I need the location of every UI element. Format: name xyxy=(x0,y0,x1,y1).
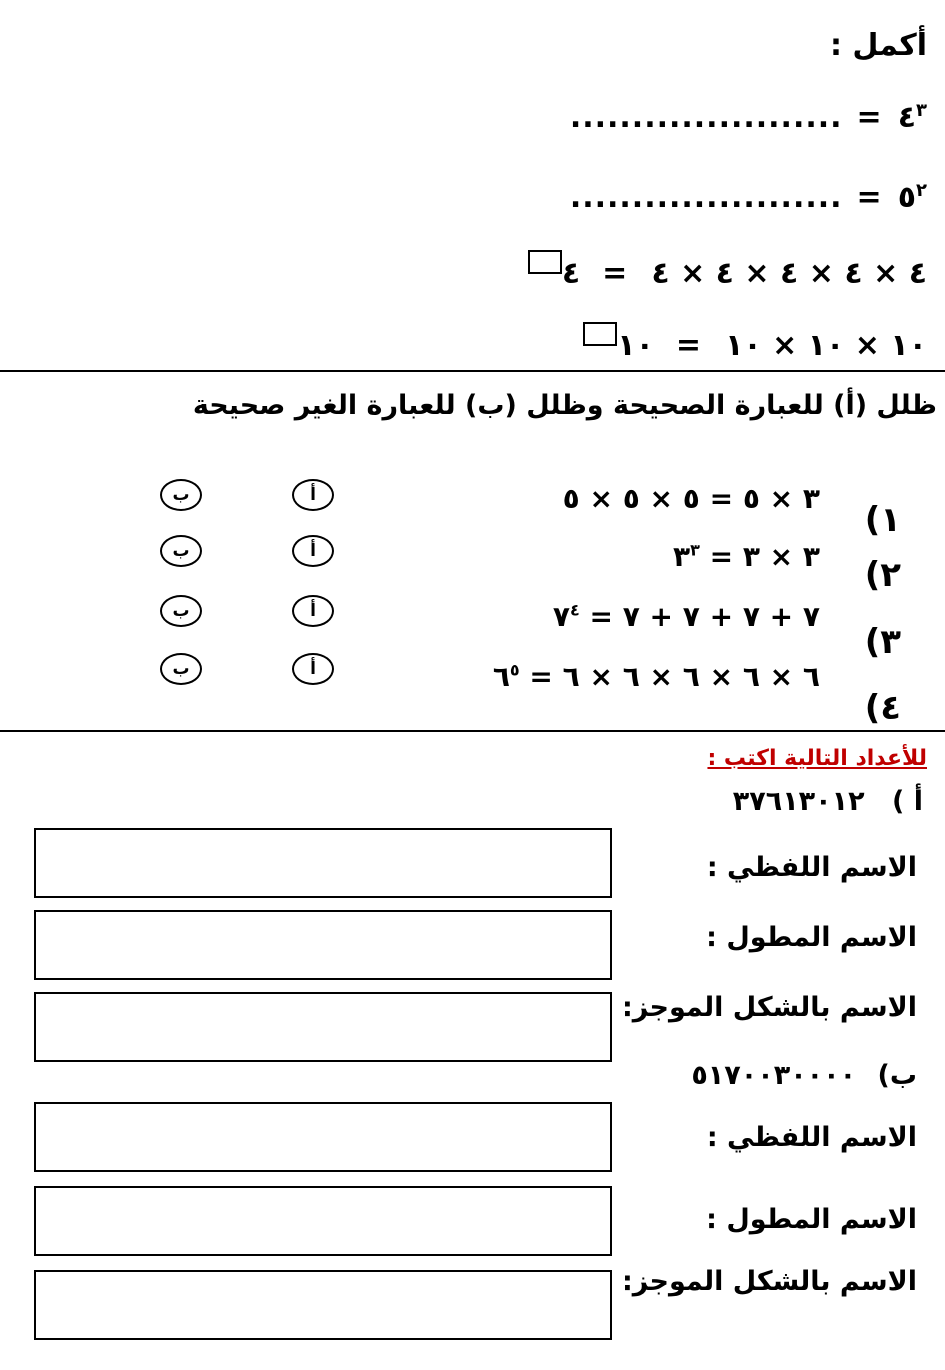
choice-b[interactable]: ب xyxy=(160,595,202,627)
result-base: ١٠ xyxy=(617,327,654,363)
answer-box-short[interactable] xyxy=(34,1270,612,1340)
exponent-answer-box[interactable] xyxy=(583,322,617,346)
product-row-2 xyxy=(583,322,927,368)
product-row-1 xyxy=(528,250,927,296)
choice-a[interactable]: أ xyxy=(292,653,334,685)
section3-title: للأعداد التالية اكتب : xyxy=(707,746,927,771)
answer-box-verbal[interactable] xyxy=(34,828,612,898)
power-base: $٤^٣$ xyxy=(897,100,927,135)
product-expression: ١٠ × ١٠ × ١٠ xyxy=(725,327,927,363)
equals-sign: = xyxy=(675,327,704,363)
statement-number: ١) xyxy=(864,500,901,540)
divider xyxy=(0,730,945,732)
result-base: ٤ xyxy=(561,255,581,291)
statement-text: ٦ × ٦ × ٦ × ٦ × ٦ = $٦^٥$ xyxy=(492,660,820,693)
choice-b[interactable]: ب xyxy=(160,653,202,685)
label-short: الاسم بالشكل الموجز: xyxy=(621,992,917,1023)
part-a-line xyxy=(733,786,923,817)
section1-title: أكمل : xyxy=(829,28,927,63)
part-b-line xyxy=(691,1060,917,1091)
power-row-2 xyxy=(570,180,927,215)
part-a-number: ٣٧٦١٣٠١٢ xyxy=(732,786,865,817)
statement-text: ٣ × ٣ = $٣^٣$ xyxy=(673,540,820,573)
part-a-label: أ ) xyxy=(892,786,923,817)
choice-b[interactable]: ب xyxy=(160,535,202,567)
product-expression: ٤ × ٤ × ٤ × ٤ × ٤ xyxy=(651,255,927,291)
part-b-label: ب) xyxy=(877,1060,917,1091)
label-verbal: الاسم اللفظي : xyxy=(706,1122,917,1153)
statement-text: ٧ + ٧ + ٧ + ٧ = $٧^٤$ xyxy=(552,600,820,633)
power-row-1 xyxy=(570,100,927,135)
answer-box-verbal[interactable] xyxy=(34,1102,612,1172)
answer-box-expanded[interactable] xyxy=(34,910,612,980)
label-expanded: الاسم المطول : xyxy=(706,1204,917,1235)
section2-title: ظلل (أ) للعبارة الصحيحة وظلل (ب) للعبارة الغير صحيحة xyxy=(192,390,937,421)
choice-b[interactable]: ب xyxy=(160,479,202,511)
statement-text: ٣ × ٥ = ٥ × ٥ × ٥ xyxy=(562,482,820,515)
answer-blank[interactable]: ...................... xyxy=(569,180,843,215)
answer-blank[interactable]: ...................... xyxy=(569,100,843,135)
equals-sign: = xyxy=(856,180,884,215)
choice-a[interactable]: أ xyxy=(292,479,334,511)
label-verbal: الاسم اللفظي : xyxy=(706,852,917,883)
choice-a[interactable]: أ xyxy=(292,595,334,627)
exponent-answer-box[interactable] xyxy=(528,250,562,274)
power-base: $٥^٢$ xyxy=(897,180,927,215)
statement-number: ٢) xyxy=(864,555,901,595)
choice-a[interactable]: أ xyxy=(292,535,334,567)
equals-sign: = xyxy=(856,100,884,135)
statement-number: ٤) xyxy=(864,688,901,728)
label-expanded: الاسم المطول : xyxy=(706,922,917,953)
statement-number: ٣) xyxy=(864,622,901,662)
answer-box-short[interactable] xyxy=(34,992,612,1062)
part-b-number: ٥١٧٠٠٣٠٠٠٠ xyxy=(691,1060,857,1091)
answer-box-expanded[interactable] xyxy=(34,1186,612,1256)
equals-sign: = xyxy=(602,255,630,291)
divider xyxy=(0,370,945,372)
label-short: الاسم بالشكل الموجز: xyxy=(621,1266,917,1297)
